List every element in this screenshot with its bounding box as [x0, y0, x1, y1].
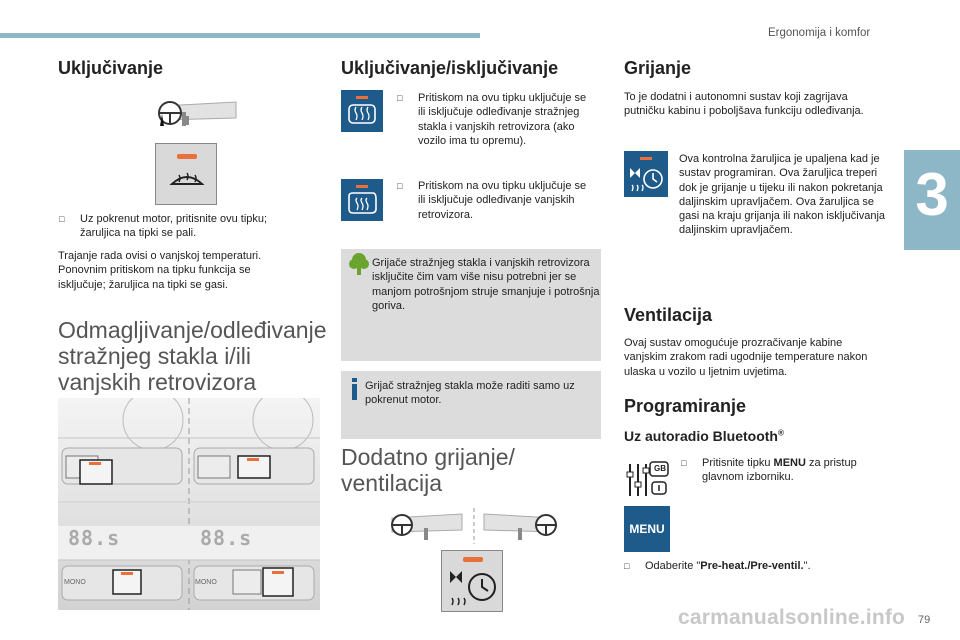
- bullet-text-end: za pristup glavnom izborniku.: [702, 457, 857, 484]
- indicator-description: Ova kontrolna žaruljica je upaljena kad je sustav programiran. Ova žaruljica treperi dok je grijanje u tijeku ili nakon pokretanja daljinskim upravljačem. Ova žaruljica se gasi na kraju grijanja ili nakon isključivanja daljinskim upravljačem.: [679, 153, 886, 237]
- ventilation-paragraph: Ovaj sustav omogućuje prozračivanje kabine vanjskim zrakom radi ugodnije temperature nakon ulaska u vozilo u ljetnim uvjetima.: [624, 337, 868, 378]
- bullet-text-end: ".: [803, 560, 811, 572]
- bullet-text: Pritiskom na ovu tipku uključuje se ili isključuje odleđivanje vanjskih retrovizora.: [418, 180, 587, 221]
- heading-on-off: Uključivanje/isključivanje: [341, 58, 559, 78]
- heading-heating: Grijanje: [624, 58, 692, 78]
- stalks-illustration-icon: [388, 508, 564, 544]
- eco-note-text: Grijače stražnjeg stakla i vanjskih retrovizora isključite čim vam više nisu potrebni jer se manjom potrošnjom struje smanjuje i potrošnja goriva.: [372, 257, 600, 312]
- front-demist-button[interactable]: [155, 143, 217, 205]
- mirror-demist-icon: [341, 179, 383, 221]
- section-name: Ergonomija i komfor: [768, 27, 871, 39]
- lcd-display-right: 88.s: [200, 526, 253, 550]
- menu-button[interactable]: [624, 506, 670, 552]
- heater-timer-icon: [442, 551, 504, 613]
- bullet-rear-demist: [397, 91, 596, 148]
- heating-indicator-lamp: [624, 151, 668, 197]
- windscreen-demist-icon: [156, 144, 218, 206]
- bullet-text: Uz pokrenut motor, pritisnite ovu tipku; žaruljica na tipki se pali.: [80, 213, 268, 240]
- rear-window-demist-icon: [341, 90, 383, 132]
- rear-demist-button[interactable]: [341, 90, 383, 132]
- bullet-press-button: [59, 212, 300, 241]
- stalk-illustration-icon: [150, 96, 240, 136]
- heading-ukljucivanje: Uključivanje: [58, 58, 164, 78]
- dashboard-photos: [58, 398, 320, 610]
- heading-programming: Programiranje: [624, 396, 747, 416]
- subheading-bluetooth-radio: [624, 428, 784, 444]
- registered-mark: ®: [778, 428, 784, 438]
- info-icon: [352, 378, 357, 400]
- mirror-demist-button[interactable]: [341, 179, 383, 221]
- bullet-marker-icon: □: [59, 214, 65, 224]
- menu-button-label: MENU: [629, 522, 665, 536]
- heater-timer-indicator-icon: [624, 151, 668, 197]
- heading-ventilation: Ventilacija: [624, 305, 713, 325]
- bullet-text: Pritisnite tipku: [702, 457, 771, 469]
- preheat-menu-label: Pre-heat./Pre-ventil.: [700, 560, 804, 572]
- heading-rear-demist: Odmagljivanje/odleđivanje stražnjeg stakla i/ili vanjskih retrovizora: [58, 317, 327, 395]
- bullet-press-menu: [681, 456, 892, 485]
- bullet-marker-icon: □: [681, 458, 687, 468]
- bullet-text: Odaberite ": [645, 560, 701, 572]
- bullet-marker-icon: □: [624, 561, 630, 571]
- gb-label: GB: [654, 464, 666, 473]
- bullet-marker-icon: □: [397, 181, 403, 191]
- watermark: carmanualsonline.info: [678, 606, 906, 629]
- heating-paragraph: To je dodatni i autonomni sustav koji zagrijava putničku kabinu i poboljšava funkciju odleđivanja.: [624, 91, 864, 118]
- eco-tree-icon: [349, 252, 369, 276]
- bullet-marker-icon: □: [397, 93, 403, 103]
- lcd-display-left: 88.s: [68, 526, 121, 550]
- page-number: 79: [918, 614, 931, 626]
- menu-key-label: MENU: [773, 457, 806, 469]
- header-accent-bar: [0, 33, 480, 38]
- paragraph-duration: Trajanje rada ovisi o vanjskoj temperaturi. Ponovnim pritiskom na tipku funkcija se isključuje; žaruljica na tipki se gasi.: [58, 250, 262, 291]
- info-note-text: Grijač stražnjeg stakla može raditi samo uz pokrenut motor.: [365, 380, 575, 407]
- bullet-select-preheat: [624, 559, 885, 573]
- mono-label-left: MONO: [64, 579, 86, 586]
- mono-label-right: MONO: [195, 579, 217, 586]
- subheading-text: Uz autoradio Bluetooth: [624, 428, 778, 444]
- bullet-text: Pritiskom na ovu tipku uključuje se ili isključuje odleđivanje stražnjeg stakla i vanjskih retrovizora (ako vozilo ima tu opremu).: [418, 92, 587, 147]
- aux-heating-button[interactable]: [441, 550, 503, 612]
- bullet-mirror-demist: [397, 179, 596, 222]
- chapter-number: 3: [915, 161, 949, 228]
- heading-aux-heating: Dodatno grijanje/ ventilacija: [341, 444, 515, 496]
